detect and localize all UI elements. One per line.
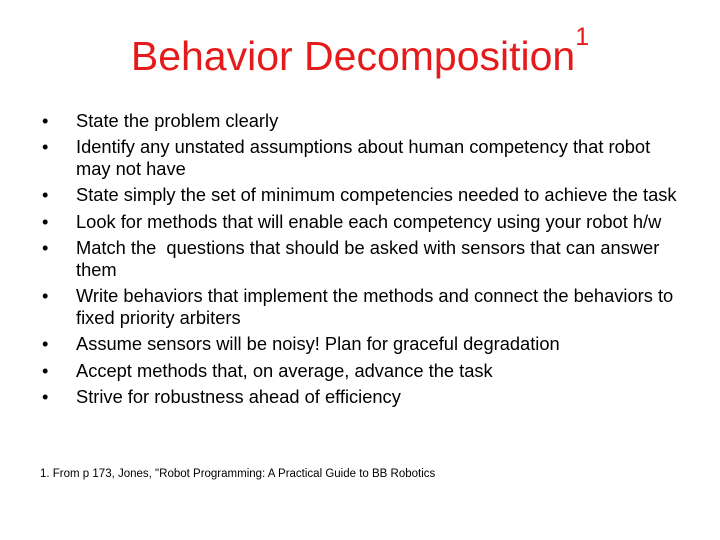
bullet-item — [42, 237, 682, 280]
bullet-dot-icon: • — [42, 359, 49, 381]
bullet-dot-icon: • — [42, 110, 49, 131]
bullet-item — [42, 360, 682, 382]
bullet-item — [42, 211, 682, 233]
bullet-dot-icon: • — [42, 386, 49, 408]
bullet-item — [42, 386, 682, 408]
bullet-text: State the problem clearly — [76, 110, 279, 131]
bullet-dot-icon: • — [42, 210, 49, 232]
bullet-dot-icon: • — [42, 136, 49, 158]
bullet-text: State simply the set of minimum competencies needed to achieve the task — [76, 184, 677, 206]
bullet-item — [42, 110, 682, 132]
bullet-text: Match the questions that should be asked with sensors that can answer them — [76, 237, 665, 280]
footnote: 1. From p 173, Jones, "Robot Programming: A Practical Guide to BB Robotics — [40, 468, 436, 480]
bullet-dot-icon: • — [42, 285, 49, 307]
slide-title — [0, 23, 720, 82]
bullet-text: Identify any unstated assumptions about human competency that robot may not have — [76, 136, 651, 180]
bullet-text: Look for methods that will enable each competency using your robot h/w — [76, 210, 662, 232]
bullet-text: Accept methods that, on average, advance the task — [76, 359, 493, 381]
bullet-text: Write behaviors that implement the methods and connect the behaviors to fixed priority arbiters — [76, 285, 674, 329]
bullet-item — [42, 333, 682, 355]
slide-title-text: Behavior Decomposition — [130, 33, 576, 79]
bullet-dot-icon: • — [42, 237, 49, 259]
bullet-text: Strive for robustness ahead of efficiency — [76, 386, 401, 408]
bullet-list — [42, 110, 682, 413]
bullet-dot-icon: • — [42, 184, 49, 206]
bullet-item — [42, 184, 682, 206]
bullet-item — [42, 285, 682, 328]
bullet-text: Assume sensors will be noisy! Plan for graceful degradation — [76, 333, 560, 355]
title-footnote-marker: 1 — [575, 23, 590, 51]
bullet-item — [42, 136, 682, 179]
bullet-dot-icon: • — [42, 333, 49, 355]
